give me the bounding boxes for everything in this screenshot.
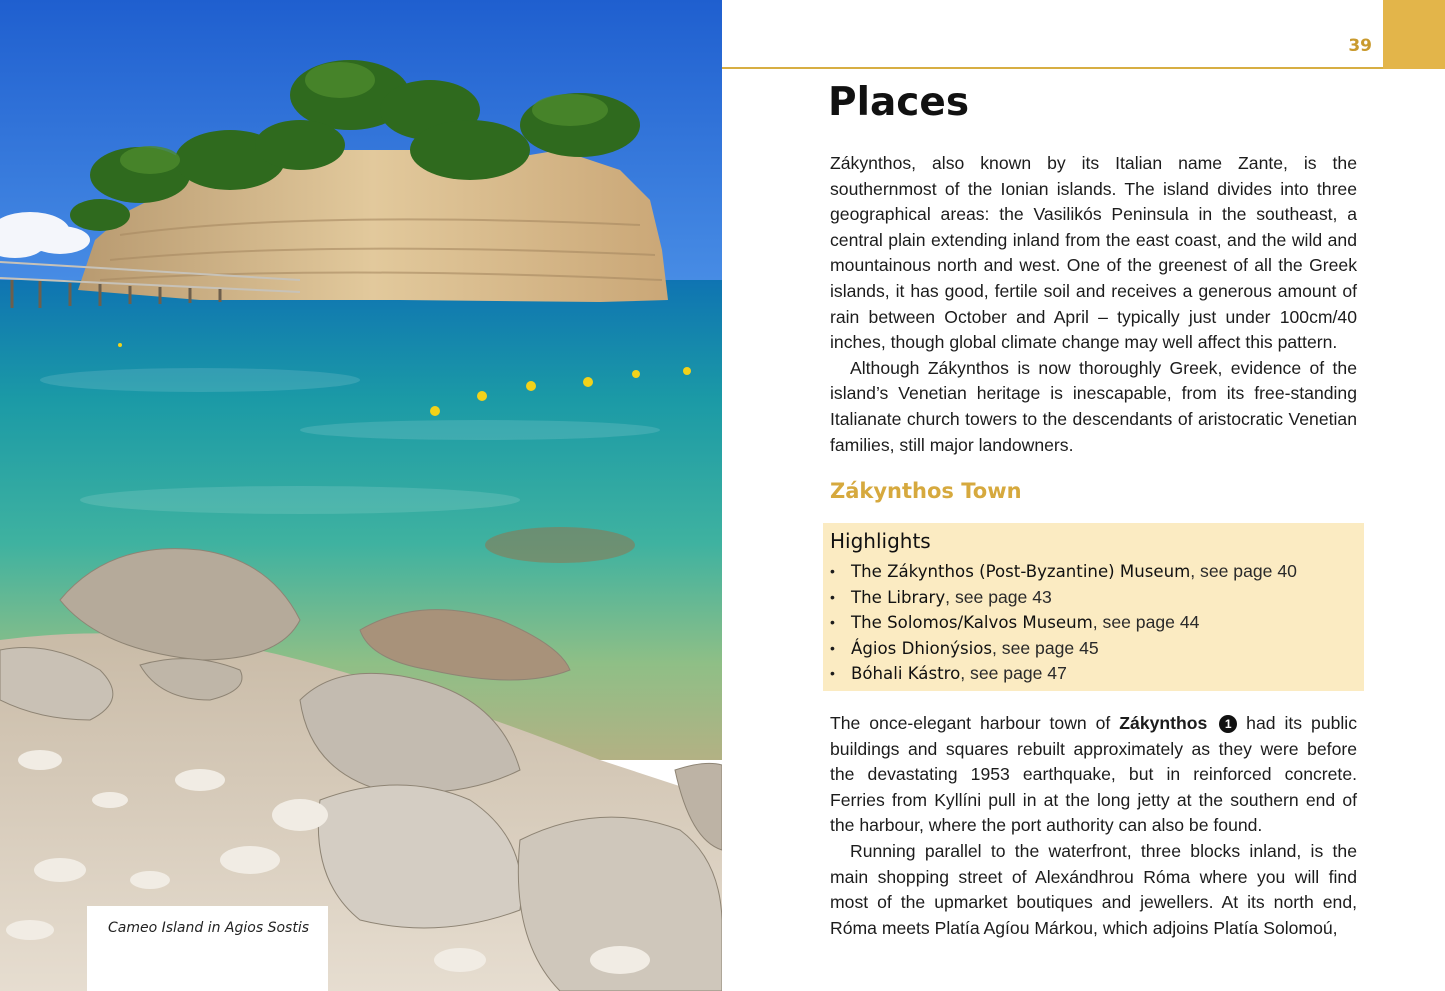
highlight-page-ref: , see page 45	[992, 637, 1099, 658]
town-paragraph-start: The once-elegant harbour town of	[830, 713, 1120, 733]
highlight-item	[830, 661, 1297, 687]
highlights-box	[823, 523, 1364, 691]
text-page	[722, 0, 1445, 991]
photo-illustration	[0, 0, 722, 991]
highlights-list	[830, 559, 1297, 687]
photo-caption-box	[87, 906, 328, 991]
highlights-heading: Highlights	[830, 529, 931, 553]
town-paragraph-rest: had its public buildings and squares rebuilt approximately as they were before the devastating 1953 earthquake, but in reinforced concrete. Ferries from Kyllíni pull in at the long jetty at the southern end of the harbour, where the port authority can also be found.	[830, 713, 1357, 836]
place-name-zakynthos: Zákynthos	[1119, 713, 1208, 733]
page-number: 39	[1348, 36, 1372, 56]
section-title: Places	[828, 80, 970, 125]
highlight-item	[830, 636, 1297, 662]
photo-cameo-island	[0, 0, 722, 991]
highlight-page-ref: , see page 43	[945, 586, 1052, 607]
highlight-name: The Solomos/Kalvos Museum	[851, 613, 1093, 633]
highlight-item	[830, 610, 1297, 636]
highlight-name: The Zákynthos (Post-Byzantine) Museum	[851, 562, 1191, 581]
intro-paragraph: Zákynthos, also known by its Italian name Zante, is the southernmost of the Ionian islands. The island divides into three geographical areas: the Vasilikós Peninsula in the southeast, a central plain extending inland from the east coast, and the wild and mountainous north and west. One of the greenest of all the Greek islands, it has good, fertile soil and receives a generous amount of rain between October and April – typically just under 100cm/40 inches, though global climate change may well affect this pattern.	[830, 153, 1357, 353]
intro-text	[830, 151, 1357, 458]
town-heading: Zákynthos Town	[830, 479, 1022, 503]
highlight-page-ref: , see page 44	[1092, 612, 1200, 633]
town-paragraph	[830, 711, 1357, 839]
highlight-item	[830, 585, 1297, 611]
town-paragraph: Running parallel to the waterfront, three blocks inland, is the main shopping street of Alexándhrou Róma where you will find most of the upmarket boutiques and jewellers. At its north end, Róma meets Platía Agíou Márkou, which adjoins Platía Solomoú,	[830, 840, 1357, 938]
header-rule	[722, 67, 1383, 69]
intro-paragraph: Although Zákynthos is now thoroughly Greek, evidence of the island’s Venetian heritage is inescapable, from its free-standing Italianate church towers to the descendants of aristocratic Venetian families, still major landowners.	[830, 357, 1357, 455]
town-text	[830, 711, 1357, 941]
highlight-item	[830, 559, 1297, 585]
photo-caption: Cameo Island in Agios Sostis	[108, 920, 310, 936]
highlight-page-ref: , see page 47	[960, 663, 1067, 684]
map-marker-1: 1	[1219, 715, 1237, 733]
highlight-name: Bóhali Kástro	[851, 664, 961, 684]
section-tab	[1383, 0, 1445, 69]
highlight-name: Ágios Dhionýsios	[851, 638, 993, 658]
highlight-page-ref: , see page 40	[1190, 561, 1297, 581]
highlight-name: The Library	[851, 587, 946, 607]
